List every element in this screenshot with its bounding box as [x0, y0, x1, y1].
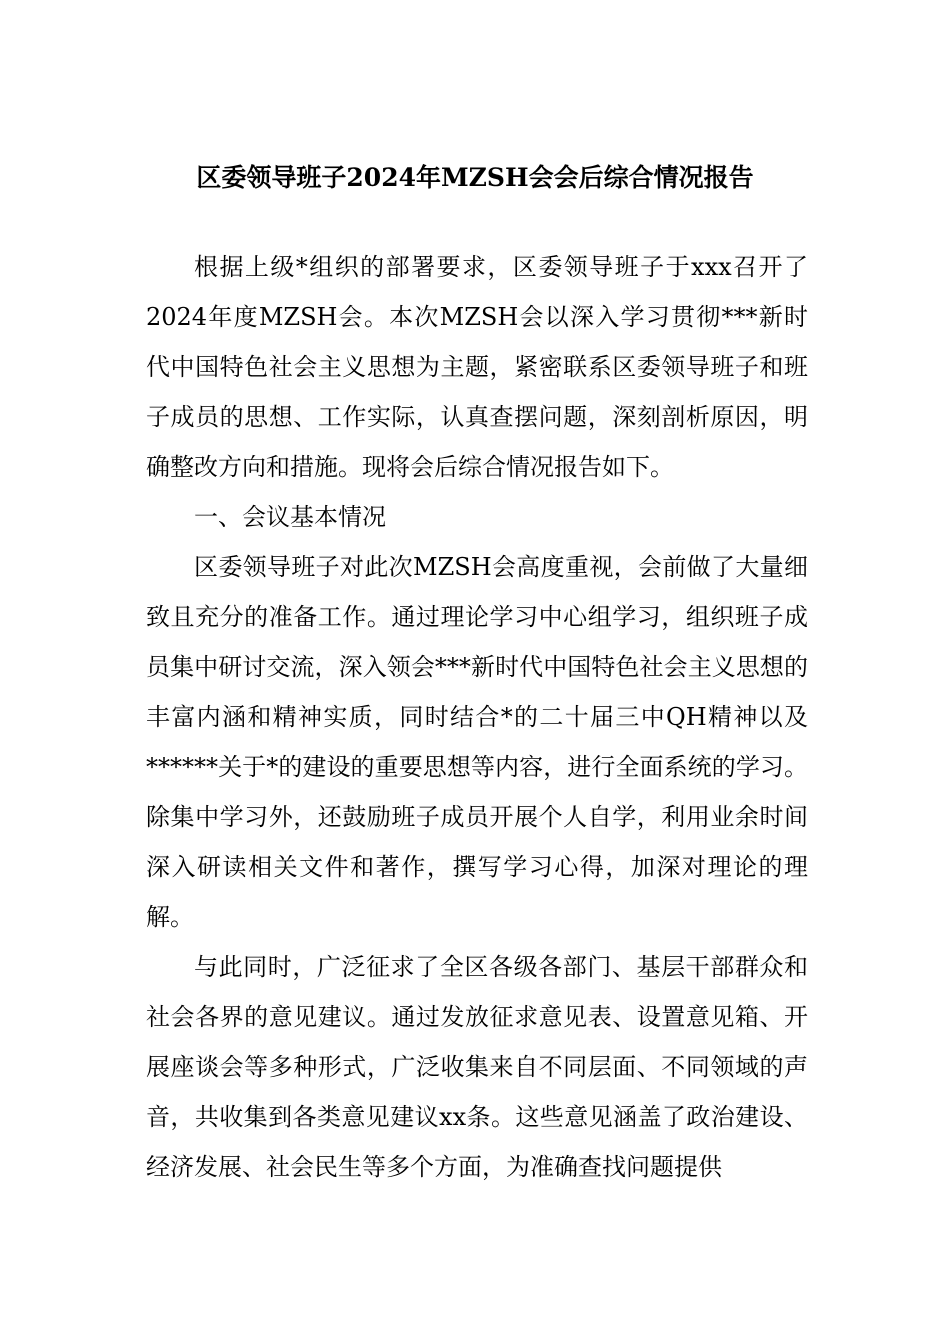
paragraph-preparation: 区委领导班子对此次MZSH会高度重视，会前做了大量细致且充分的准备工作。通过理论学习中心组学习，组织班子成员集中研讨交流，深入领会***新时代中国特色社会主义思想的丰富内涵和精神实质，同时结合*的二十届三中QH精神以及******关于*的建设的重要思想等内容，进行全面系统的学习。除集中学习外，还鼓励班子成员开展个人自学，利用业余时间深入研读相关文件和著作，撰写学习心得，加深对理论的理解。 [146, 553, 808, 931]
section-heading-meeting-basics: 一、会议基本情况 [194, 503, 386, 531]
paragraph-opinions: 与此同时，广泛征求了全区各级各部门、基层干部群众和社会各界的意见建议。通过发放征求意见表、设置意见箱、开展座谈会等多种形式，广泛收集来自不同层面、不同领域的声音，共收集到各类意见建议xx条。这些意见涵盖了政治建设、经济发展、社会民生等多个方面，为准确查找问题提供 [146, 953, 808, 1181]
document-body [146, 242, 808, 1192]
document-title: 区委领导班子2024年MZSH会会后综合情况报告 [196, 163, 754, 192]
paragraph-intro: 根据上级*组织的部署要求，区委领导班子于xxx召开了2024年度MZSH会。本次MZSH会以深入学习贯彻***新时代中国特色社会主义思想为主题，紧密联系区委领导班子和班子成员的思想、工作实际，认真查摆问题，深刻剖析原因，明确整改方向和措施。现将会后综合情况报告如下。 [146, 253, 808, 481]
